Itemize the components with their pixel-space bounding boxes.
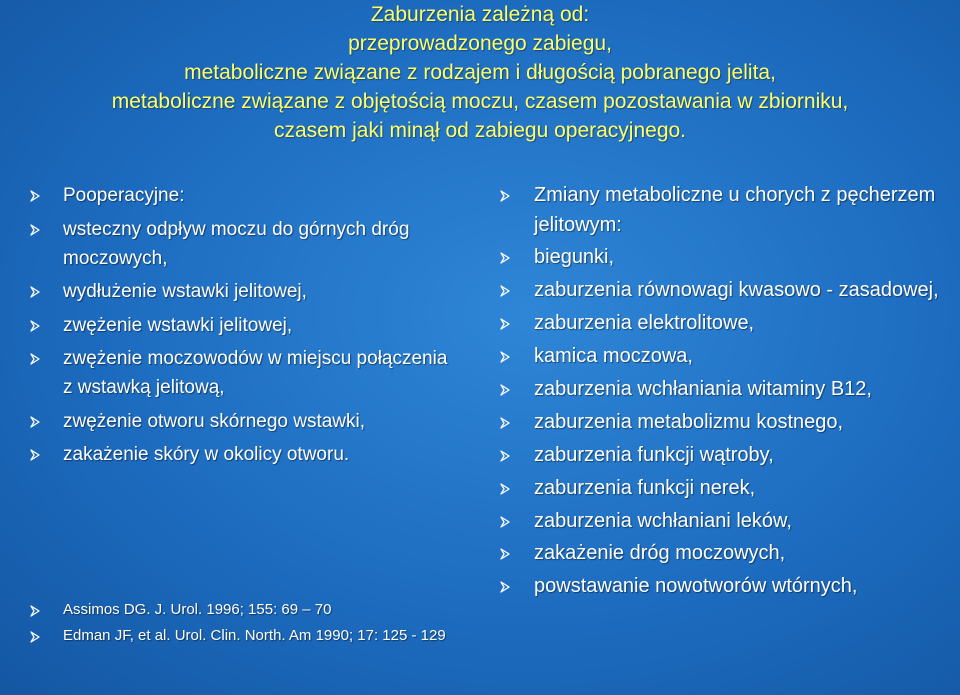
arrowhead-bullet-icon <box>30 449 40 461</box>
arrowhead-bullet-icon <box>30 416 40 428</box>
arrowhead-bullet-icon <box>500 351 510 363</box>
arrowhead-bullet-icon <box>30 320 40 332</box>
list-item-text: zaburzenia metabolizmu kostnego, <box>534 410 844 433</box>
title-line: metaboliczne związane z objętością moczu, czasem pozostawania w zbiorniku, <box>111 90 849 113</box>
arrowhead-bullet-icon <box>500 581 510 593</box>
list-item <box>500 342 950 372</box>
list-item-text: zaburzenia wchłaniania witaminy B12, <box>534 377 872 400</box>
arrowhead-bullet-icon <box>30 224 40 236</box>
list-item-text: zaburzenia funkcji nerek, <box>534 476 756 499</box>
arrowhead-bullet-icon <box>500 516 510 528</box>
list-item <box>500 507 950 537</box>
references-list <box>30 598 460 650</box>
list-item <box>500 408 950 438</box>
list-item <box>500 309 950 339</box>
list-item <box>500 539 950 569</box>
list-item <box>30 311 460 340</box>
list-item <box>500 474 950 504</box>
reference-text: Assimos DG. J. Urol. 1996; 155: 69 – 70 <box>63 601 332 618</box>
arrowhead-bullet-icon <box>500 384 510 396</box>
list-item <box>30 344 460 402</box>
list-item <box>500 441 950 471</box>
list-item-text: wsteczny odpływ moczu do górnych dróg moczowych, <box>63 218 410 269</box>
list-item-text: zakażenie skóry w okolicy otworu. <box>63 444 350 465</box>
list-item-text: wydłużenie wstawki jelitowej, <box>63 281 307 302</box>
title-line: przeprowadzonego zabiegu, <box>348 32 612 55</box>
title-line: metaboliczne związane z rodzajem i długością pobranego jelita, <box>184 61 776 84</box>
list-item-text: zaburzenia równowagi kwasowo - zasadowej, <box>534 279 939 302</box>
slide-title <box>0 0 960 145</box>
arrowhead-bullet-icon <box>30 353 40 365</box>
arrowhead-bullet-icon <box>30 631 40 643</box>
list-item-text: powstawanie nowotworów wtórnych, <box>534 575 858 598</box>
list-item <box>500 375 950 405</box>
list-item <box>30 215 460 273</box>
arrowhead-bullet-icon <box>500 252 510 264</box>
list-item-text: zwężenie wstawki jelitowej, <box>63 314 293 336</box>
arrowhead-bullet-icon <box>500 190 510 202</box>
list-item <box>500 181 950 240</box>
list-item-text: kamica moczowa, <box>534 345 693 368</box>
list-item-text: zaburzenia wchłaniani leków, <box>534 509 792 532</box>
list-item <box>30 407 460 436</box>
arrowhead-bullet-icon <box>500 285 510 297</box>
title-line: Zaburzenia zależną od: <box>370 3 590 26</box>
list-item-text: biegunki, <box>534 246 615 269</box>
title-line: czasem jaki minął od zabiegu operacyjnego. <box>273 119 687 142</box>
list-item <box>30 277 460 306</box>
metabolic-changes-list <box>500 181 950 605</box>
list-item <box>30 440 460 469</box>
arrowhead-bullet-icon <box>30 605 40 617</box>
reference-text: Edman JF, et al. Urol. Clin. North. Am 1990; 17: 125 - 129 <box>63 627 446 644</box>
list-item-text: zwężenie otworu skórnego wstawki, <box>63 410 366 432</box>
postoperative-complications-list <box>30 181 460 474</box>
list-item <box>500 572 950 602</box>
arrowhead-bullet-icon <box>500 548 510 560</box>
reference-item <box>30 598 460 622</box>
list-item-text: zaburzenia elektrolitowe, <box>534 312 755 335</box>
list-item-text: zakażenie dróg moczowych, <box>534 542 786 565</box>
list-item-text: zwężenie moczowodów w miejscu połączenia z wstawką jelitową, <box>63 348 448 398</box>
list-item <box>500 276 950 306</box>
reference-item <box>30 624 460 648</box>
arrowhead-bullet-icon <box>500 417 510 429</box>
list-item <box>30 181 460 210</box>
arrowhead-bullet-icon <box>500 318 510 330</box>
list-item-text: Pooperacyjne: <box>63 185 185 206</box>
arrowhead-bullet-icon <box>500 483 510 495</box>
list-item-text: zaburzenia funkcji wątroby, <box>534 443 774 466</box>
arrowhead-bullet-icon <box>30 286 40 298</box>
list-item <box>500 243 950 273</box>
arrowhead-bullet-icon <box>500 450 510 462</box>
list-item-text: Zmiany metaboliczne u chorych z pęcherzem jelitowym: <box>534 184 936 236</box>
arrowhead-bullet-icon <box>30 190 40 202</box>
